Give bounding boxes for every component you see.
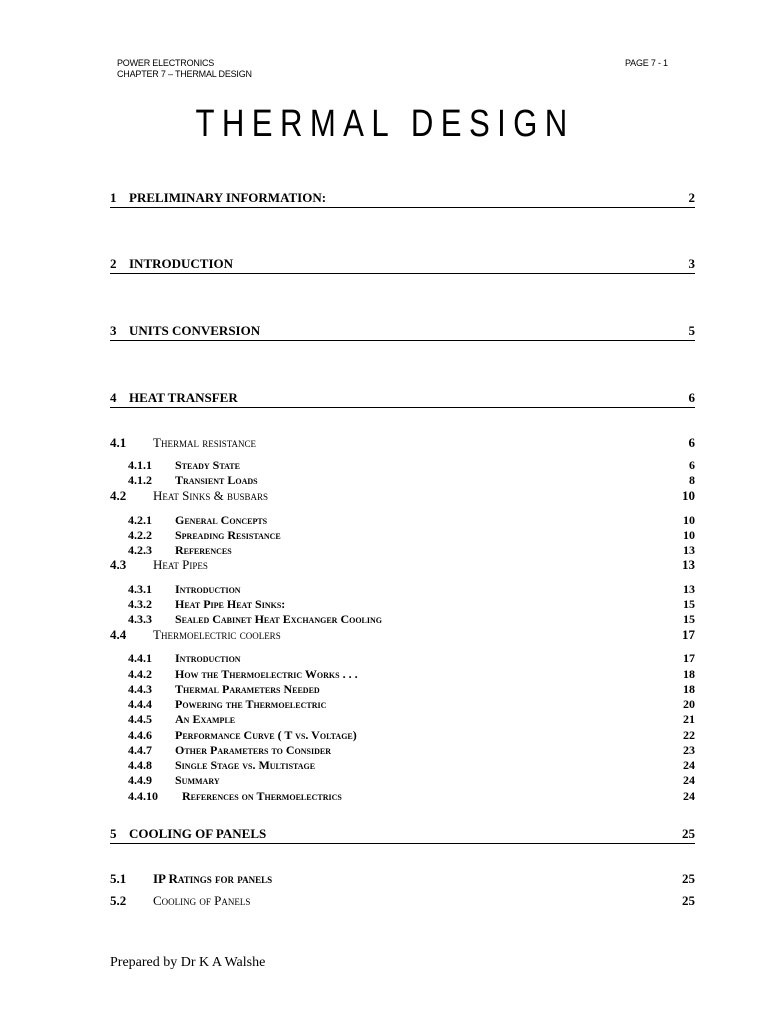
toc-number: 4.4.7: [128, 743, 152, 757]
toc-page: 20: [683, 697, 695, 711]
toc-entry-4-1-2[interactable]: [110, 473, 695, 489]
toc-page: 17: [683, 651, 695, 665]
toc-page: 8: [689, 473, 695, 487]
toc-page: 21: [683, 712, 695, 726]
toc-page: 17: [682, 627, 695, 642]
toc-page: 18: [683, 667, 695, 681]
toc-number: 4.1: [110, 435, 127, 450]
toc-number: 4.2.2: [128, 528, 152, 542]
toc-page: 2: [688, 190, 695, 205]
toc-page: 25: [682, 826, 695, 841]
toc-page: 5: [688, 323, 695, 338]
toc-number: 4.3.2: [128, 597, 152, 611]
toc-number: 4.4.9: [128, 773, 152, 787]
toc-text: UNITS CONVERSION: [129, 323, 261, 338]
toc-page: 13: [683, 582, 695, 596]
toc-page: 15: [683, 597, 695, 611]
toc-page: 23: [683, 743, 695, 757]
toc-number: 5.1: [110, 871, 127, 886]
toc-entry-2[interactable]: [110, 256, 695, 274]
toc-text: Introduction: [175, 651, 241, 665]
toc-entry-5-1[interactable]: [110, 871, 695, 887]
toc-text: Heat Sinks & busbars: [153, 488, 268, 503]
toc-text: Sealed Cabinet Heat Exchanger Cooling: [175, 612, 382, 626]
toc-entry-4[interactable]: [110, 390, 695, 408]
toc-entry-3[interactable]: [110, 323, 695, 341]
toc-text: Steady State: [175, 458, 240, 472]
toc-entry-4-2-2[interactable]: [110, 528, 695, 544]
toc-entry-5[interactable]: [110, 826, 695, 844]
toc-number: 4.4.10: [128, 789, 158, 803]
toc-number: 4.4.6: [128, 728, 152, 742]
toc-entry-4-4-4[interactable]: [110, 697, 695, 713]
toc-entry-4-3[interactable]: [110, 557, 695, 573]
toc-text: Cooling of Panels: [153, 893, 251, 908]
toc-page: 10: [683, 513, 695, 527]
toc-number: 4.3: [110, 557, 127, 572]
toc-number: 4.4.3: [128, 682, 152, 696]
toc-page: 24: [683, 773, 695, 787]
toc-number: 4.4.8: [128, 758, 152, 772]
toc-text: INTRODUCTION: [129, 256, 234, 271]
toc-page: 10: [682, 488, 695, 503]
toc-page: 6: [689, 458, 695, 472]
toc-page: 22: [683, 728, 695, 742]
toc-page: 6: [688, 435, 695, 450]
toc-text: Single Stage vs. Multistage: [175, 758, 316, 772]
toc-text: References: [175, 543, 232, 557]
toc-number: 4: [110, 390, 117, 405]
toc-entry-4-4-10[interactable]: [110, 789, 695, 805]
toc-text: Thermal resistance: [153, 435, 256, 450]
toc-entry-4-4-5[interactable]: [110, 712, 695, 728]
toc-text: Summary: [175, 773, 220, 787]
toc-text: HEAT TRANSFER: [129, 390, 238, 405]
header-page-number: PAGE 7 - 1: [625, 58, 668, 68]
toc-page: 6: [688, 390, 695, 405]
toc-number: 4.4.4: [128, 697, 152, 711]
toc-entry-4-2-1[interactable]: [110, 513, 695, 529]
toc-page: 24: [683, 758, 695, 772]
toc-number: 5: [110, 826, 117, 841]
toc-page: 25: [682, 893, 695, 908]
toc-number: 4.4.2: [128, 667, 152, 681]
toc-page: 10: [683, 528, 695, 542]
toc-entry-4-4-9[interactable]: [110, 773, 695, 789]
toc-text: Thermoelectric coolers: [153, 627, 281, 642]
toc-entry-1[interactable]: [110, 190, 695, 208]
toc-text: Spreading Resistance: [175, 528, 281, 542]
toc-entry-4-4-7[interactable]: [110, 743, 695, 759]
toc-number: 4.1.2: [128, 473, 152, 487]
toc-entry-4-4-1[interactable]: [110, 651, 695, 667]
toc-number: 4.3.1: [128, 582, 152, 596]
toc-entry-4-3-1[interactable]: [110, 582, 695, 598]
toc-entry-4-4-2[interactable]: [110, 667, 695, 683]
toc-page: 3: [688, 256, 695, 271]
toc-page: 24: [683, 789, 695, 803]
toc-page: 25: [682, 871, 695, 886]
header-chapter: CHAPTER 7 – THERMAL DESIGN: [117, 69, 252, 79]
toc-page: 18: [683, 682, 695, 696]
toc-number: 4.2: [110, 488, 127, 503]
toc-text: Heat Pipe Heat Sinks:: [175, 597, 286, 611]
toc-text: Transient Loads: [175, 473, 258, 487]
toc-text: Other Parameters to Consider: [175, 743, 331, 757]
toc-text: Introduction: [175, 582, 241, 596]
toc-number: 3: [110, 323, 117, 338]
toc-entry-4-4-6[interactable]: [110, 728, 695, 744]
toc-text: IP Ratings for panels: [153, 871, 273, 886]
toc-number: 4.1.1: [128, 458, 152, 472]
toc-entry-4-3-3[interactable]: [110, 612, 695, 628]
toc-number: 4.4.1: [128, 651, 152, 665]
toc-page: 15: [683, 612, 695, 626]
toc-text: An Example: [175, 712, 236, 726]
header-course: POWER ELECTRONICS: [117, 58, 215, 68]
toc-text: References on Thermoelectrics: [182, 789, 342, 803]
footer-author: Prepared by Dr K A Walshe: [110, 955, 266, 970]
toc-text: PRELIMINARY INFORMATION:: [129, 190, 327, 205]
toc-number: 4.2.3: [128, 543, 152, 557]
toc-text: Heat Pipes: [153, 557, 208, 572]
toc-number: 2: [110, 256, 117, 271]
toc-number: 4.4: [110, 627, 127, 642]
toc-number: 1: [110, 190, 117, 205]
toc-text: Thermal Parameters Needed: [175, 682, 320, 696]
page-title: THERMAL DESIGN: [195, 103, 575, 145]
toc-entry-4-2[interactable]: [110, 488, 695, 504]
toc-entry-4-3-2[interactable]: [110, 597, 695, 613]
toc-number: 4.4.5: [128, 712, 152, 726]
toc-text: Powering the Thermoelectric: [175, 697, 327, 711]
toc-text: How the Thermoelectric Works . . .: [175, 667, 358, 681]
toc-entry-5-2[interactable]: [110, 893, 695, 909]
toc-entry-4-1[interactable]: [110, 435, 695, 451]
toc-page: 13: [683, 543, 695, 557]
toc-number: 4.3.3: [128, 612, 152, 626]
toc-number: 5.2: [110, 893, 127, 908]
toc-entry-4-4[interactable]: [110, 627, 695, 643]
toc-entry-4-4-3[interactable]: [110, 682, 695, 698]
toc-page: 13: [682, 557, 695, 572]
toc-entry-4-4-8[interactable]: [110, 758, 695, 774]
toc-number: 4.2.1: [128, 513, 152, 527]
toc-entry-4-1-1[interactable]: [110, 458, 695, 474]
toc-text: Performance Curve ( T vs. Voltage): [175, 728, 357, 742]
toc-text: COOLING OF PANELS: [129, 826, 267, 841]
toc-text: General Concepts: [175, 513, 268, 527]
